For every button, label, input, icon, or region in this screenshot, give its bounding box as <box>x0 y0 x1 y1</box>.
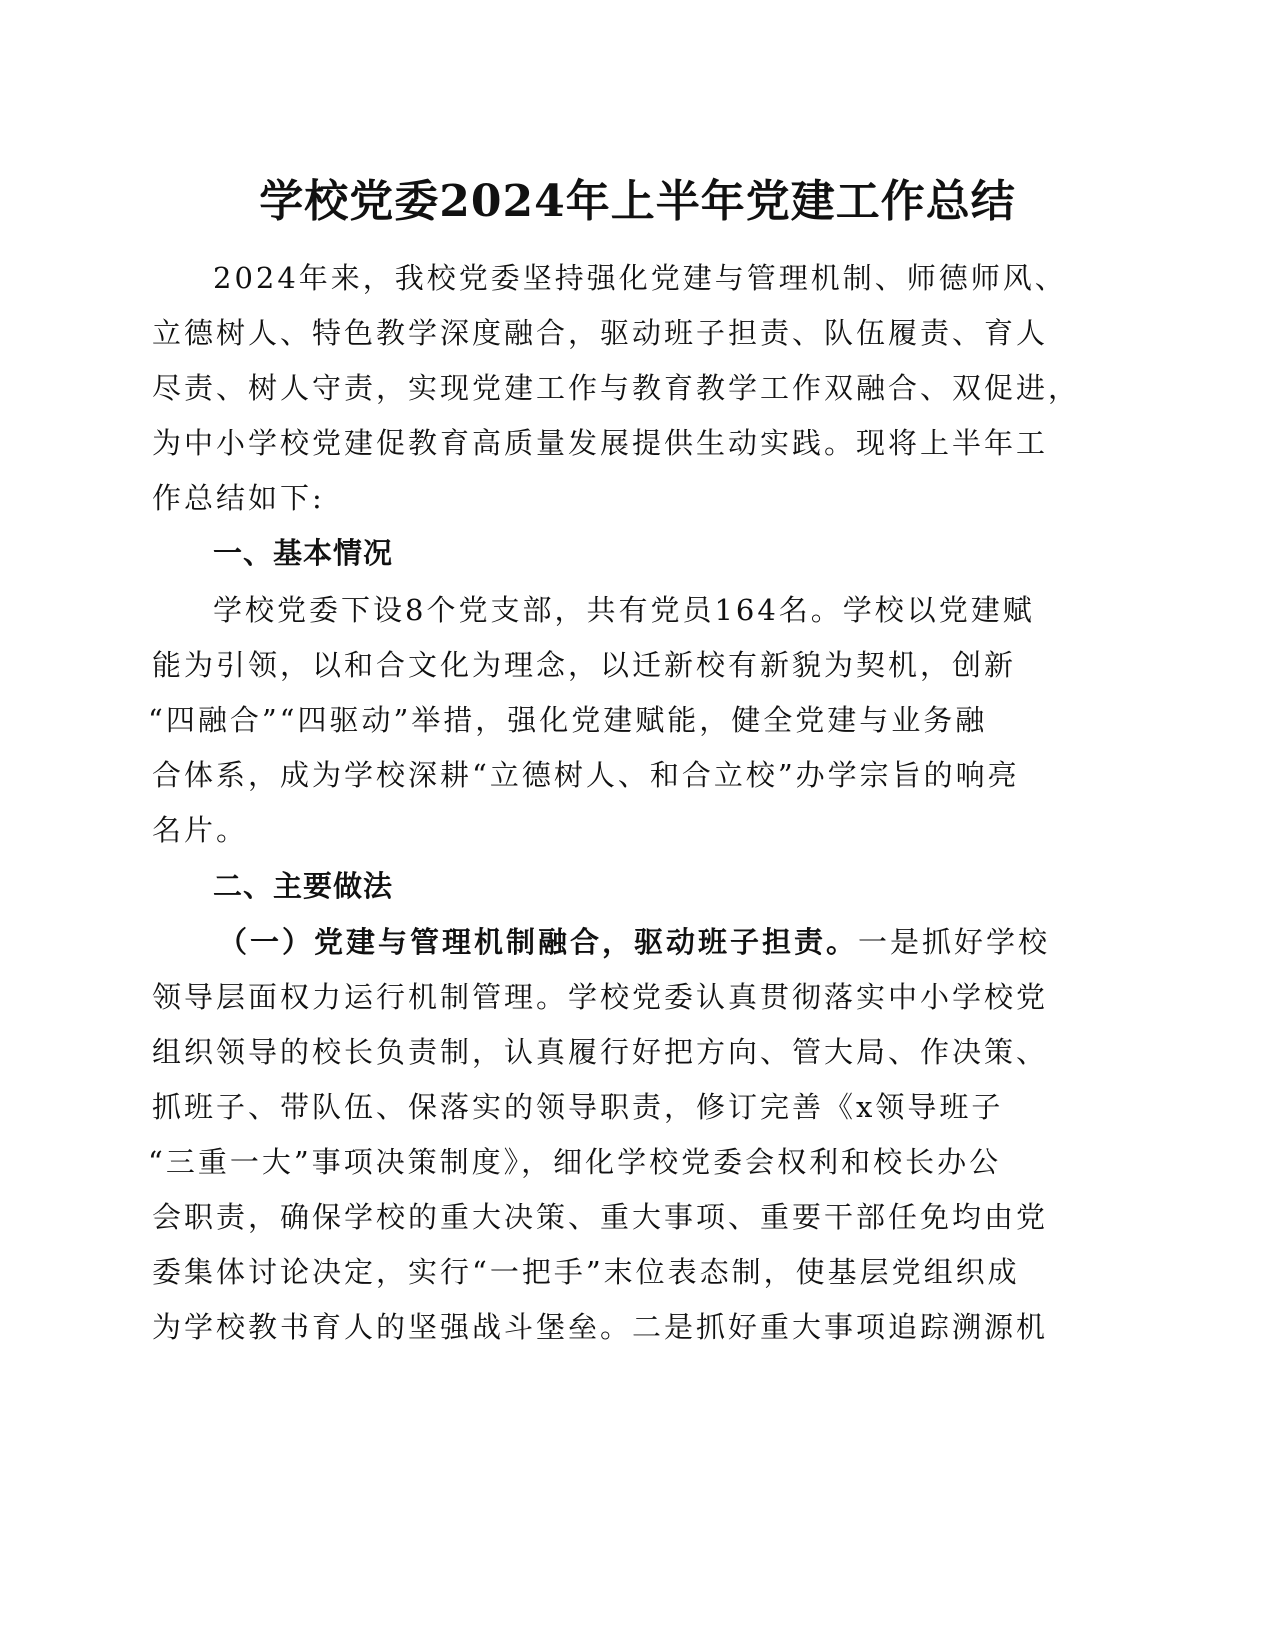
section-2-line-6: 会职责，确保学校的重大决策、重大事项、重要干部任免均由党 <box>152 1200 1049 1234</box>
intro-line-4: 为中小学校党建促教育高质量发展提供生动实践。现将上半年工 <box>152 426 1049 460</box>
section-1-line-5: 名片。 <box>152 813 249 847</box>
section-2-heading: 二、主要做法 <box>213 869 394 903</box>
intro-line-5: 作总结如下: <box>152 481 325 515</box>
section-2-line-3: 组织领导的校长负责制，认真履行好把方向、管大局、作决策、 <box>152 1035 1049 1069</box>
section-1-line-2: 能为引领，以和合文化为理念，以迁新校有新貌为契机，创新 <box>152 648 1017 682</box>
section-2-line-1-rest: 一是抓好学校 <box>858 925 1051 959</box>
section-2-line-5: “三重一大”事项决策制度》，细化学校党委会权利和校长办公 <box>148 1145 1002 1179</box>
section-1-heading: 一、基本情况 <box>213 536 394 570</box>
intro-line-2: 立德树人、特色教学深度融合，驱动班子担责、队伍履责、育人 <box>152 316 1049 350</box>
section-1-line-3: “四融合”“四驱动”举措，强化党建赋能，健全党建与业务融 <box>148 703 988 737</box>
section-2-subheading: （一）党建与管理机制融合，驱动班子担责。 <box>218 925 859 959</box>
section-2-line-1 <box>0 922 1275 962</box>
section-1-line-4: 合体系，成为学校深耕“立德树人、和合立校”办学宗旨的响亮 <box>152 758 1020 792</box>
section-2-line-8: 为学校教书育人的坚强战斗堡垒。二是抓好重大事项追踪溯源机 <box>152 1310 1049 1344</box>
intro-line-1: 2024年来，我校党委坚持强化党建与管理机制、师德师风、 <box>213 261 1067 295</box>
section-2-line-7: 委集体讨论决定，实行“一把手”末位表态制，使基层党组织成 <box>152 1255 1020 1289</box>
section-1-line-1: 学校党委下设8个党支部，共有党员164名。学校以党建赋 <box>213 593 1035 627</box>
section-2-line-2: 领导层面权力运行机制管理。学校党委认真贯彻落实中小学校党 <box>152 980 1049 1014</box>
document-title: 学校党委2024年上半年党建工作总结 <box>259 176 1016 227</box>
intro-line-3: 尽责、树人守责，实现党建工作与教育教学工作双融合、双促进， <box>152 371 1081 405</box>
section-2-line-4: 抓班子、带队伍、保落实的领导职责，修订完善《x领导班子 <box>152 1090 1004 1124</box>
